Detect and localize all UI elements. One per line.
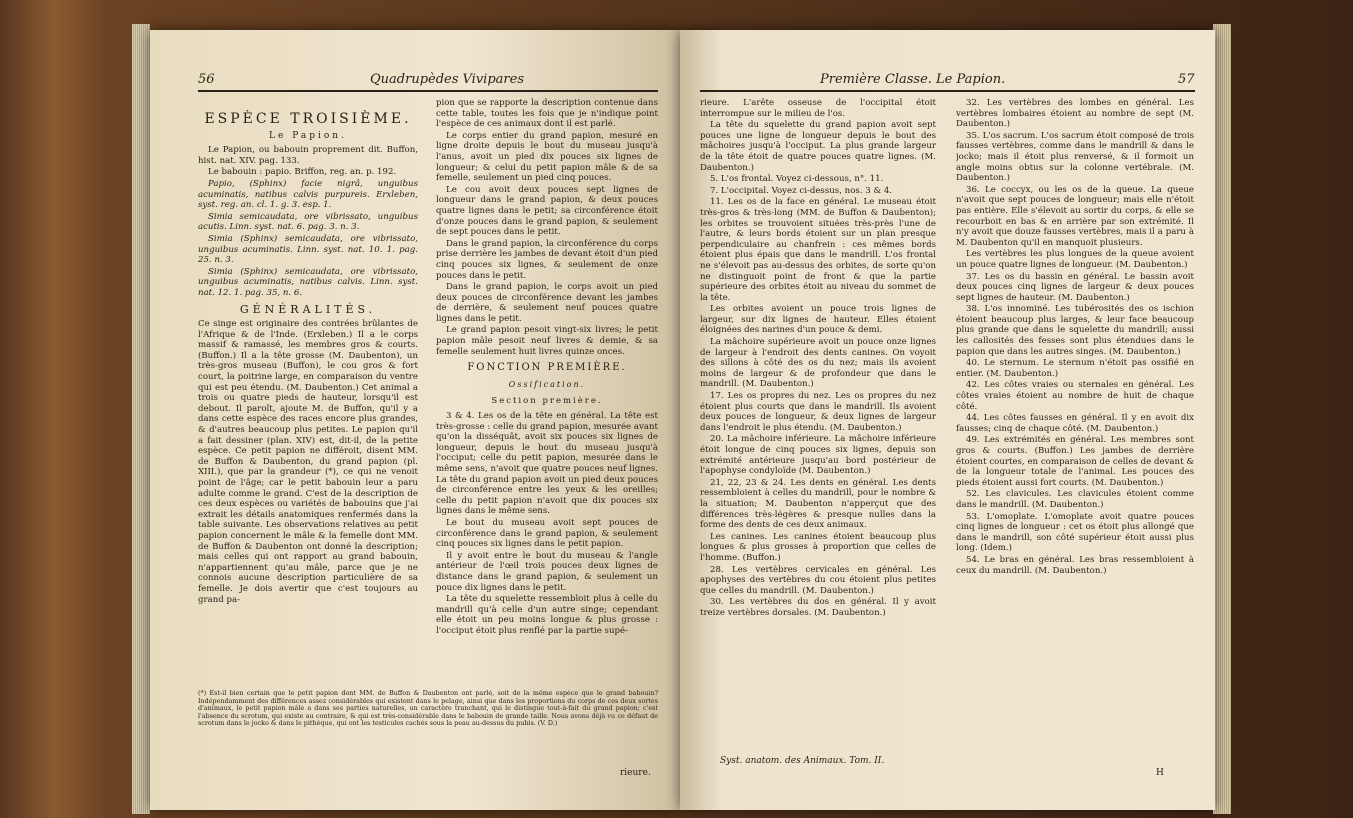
generalites-text: Ce singe est originaire des contrées brûlantes de l'Afrique & de l'Inde. (Erxleben.) Il a le corps massif & ramassé, les membres gros & courts. (Buffon.) Il a la tête grosse (M. Daubenton), un très-gros museau (Buffon), le cou gros & fort court, la poitrine large, en comparaison du ventre qui est peu étendu. (M. Daubenton.) Cet animal a trois ou quatre pieds de hauteur, lorsqu'il est debout. Il paroît, ajoute M. de Buffon, qu'il y a dans cette espèce des races encore plus grandes, & d'autres beaucoup plus petites. Le papion qu'il a fait dessiner (plan. XIV) est, dit-il, de la petite espèce. Ce petit papion ne différoit, disent MM. de Buffon & Daubenton, du grand papion (pl. XIII.), que par la grandeur (*), ce qui ne venoit point de l'âge; car le petit babouin leur a paru adulte comme le grand. C'est de la description de ces deux espèces ou variétés de babouins que j'ai extrait les détails anatomiques renfermés dans la table suivante. Les observations relatives au petit papion concernent le mâle & la femelle dont MM. de Buffon & Daubenton ont donné la description; mais celles qui ont rapport au grand babouin, n'appartiennent qu'au mâle, parce que je ne connois aucune description particulière de sa femelle. Je dois avertir que c'est toujours au grand pa- xyxy=(198,319,418,605)
left-column-2 xyxy=(436,98,658,678)
paragraph: Les orbites avoient un pouce trois lignes de largeur, sur dix lignes de hauteur. Elles étoient éloignées des narines d'un pouce & demi. xyxy=(700,304,936,336)
right-column-1 xyxy=(700,98,936,748)
left-page-number: 56 xyxy=(198,72,215,87)
paragraph: 5. L'os frontal. Voyez ci-dessous, n°. 11. xyxy=(710,174,884,185)
signature-letter: H xyxy=(1156,768,1164,778)
ossification-heading: Ossification. xyxy=(508,379,586,389)
species-subheading: Le Papion. xyxy=(269,130,347,141)
paragraph: 49. Les extrémités en général. Les membres sont gros & courts. (Buffon.) Les jambes de derrière étoient courtes, en comparaison de celles de devant & de la longueur totale de l'animal. Les pouces des pieds étoient aussi fort courts. (M. Daubenton.) xyxy=(956,435,1194,488)
paragraph: 21, 22, 23 & 24. Les dents en général. Les dents ressembloient à celles du mandrill, pour le nombre & la situation; M. Daubenton n'apperçut que des différences très-légères & presque nulles dans la forme des dents de ces deux animaux. xyxy=(700,477,936,531)
paragraph: 35. L'os sacrum. L'os sacrum étoit composé de trois fausses vertèbres, comme dans le mandrill & dans le jocko; mais il étoit plus renversé, & il formoit un angle moins obtus sur la colonne vertébrale. (M. Daubenton.) xyxy=(956,130,1194,184)
paragraph: Dans le grand papion, la circonférence du corps prise derrière les jambes de devant étoit d'un pied cinq pouces six lignes, & seulement de onze pouces dans le petit. xyxy=(436,238,658,281)
left-page-edges xyxy=(132,24,150,814)
synonym: Papio, (Sphinx) facie nigrâ, unguibus acuminatis, natibus calvis purpureis. Erxleben, syst. reg. an. cl. 1. g. 3. esp. 1. xyxy=(198,178,418,211)
synonym: Simia (Sphinx) semicaudata, ore vibrissato, unguibus acuminatis. Linn. syst. nat. 10. 1. pag. 25. n. 3. xyxy=(198,233,418,266)
paragraph: Le cou avoit deux pouces sept lignes de longueur dans le grand papion, & deux pouces quatre lignes dans le petit; sa circonférence étoit d'onze pouces dans le grand papion, & seulement de sept pouces dans le petit. xyxy=(436,184,658,238)
paragraph: 52. Les clavicules. Les clavicules étoient comme dans le mandrill. (M. Daubenton.) xyxy=(956,489,1194,510)
species-heading: ESPÈCE TROISIÈME. xyxy=(204,111,412,127)
synonym: Le Papion, ou babouin proprement dit. Buffon, hist. nat. XIV. pag. 133. xyxy=(198,145,418,166)
paragraph: 37. Les os du bassin en général. Le bassin avoit deux pouces cinq lignes de largeur & deux pouces sept lignes de hauteur. (M. Daubenton.) xyxy=(956,271,1194,303)
section-heading: Section première. xyxy=(491,396,603,407)
left-column-1 xyxy=(198,98,418,678)
generalites-heading: GÉNÉRALITÉS. xyxy=(239,302,377,316)
paragraph: 36. Le coccyx, ou les os de la queue. La queue n'avoit que sept pouces de longueur; mais elle n'étoit pas entière. Elle s'élevoit au sortir du corps, & elle se recourboit en bas & en arrière par son extrémité. Il n'y avoit que douze fausses vertèbres, mais il a paru à M. Daubenton qu'il en manquoit plusieurs. xyxy=(956,184,1194,248)
right-page xyxy=(680,30,1215,810)
paragraph: Le grand papion pesoit vingt-six livres; le petit papion mâle pesoit neuf livres & demie, & sa femelle seulement huit livres quinze onces. xyxy=(436,325,658,357)
paragraph: La tête du squelette du grand papion avoit sept pouces une ligne de longueur depuis le bout des mâchoires jusqu'à l'occiput. La plus grande largeur de la tête étoit de quatre pouces quatre lignes. (M. Daubenton.) xyxy=(700,120,936,173)
paragraph: Dans le grand papion, le corps avoit un pied deux pouces de circonférence devant les jambes de derrière, & seulement neuf pouces quatre lignes dans le petit. xyxy=(436,282,658,324)
paragraph: 30. Les vertèbres du dos en général. Il y avoit treize vertèbres dorsales. (M. Daubenton.) xyxy=(700,597,936,618)
paragraph: 53. L'omoplate. L'omoplate avoit quatre pouces cinq lignes de longueur : cet os étoit plus allongé que dans le mandrill, son côté supérieur étoit aussi plus long. (Idem.) xyxy=(956,511,1194,554)
paragraph: 20. La mâchoire inférieure. La mâchoire inférieure étoit longue de cinq pouces six lignes, depuis son extrémité antérieure jusqu'au bord postérieur de l'apophyse condyloïde (M. Daubenton.) xyxy=(700,434,936,477)
synonym: Simia (Sphinx) semicaudata, ore vibrissato, unguibus acuminatis, natibus calvis. Linn. syst. nat. 12. 1. pag. 35, n. 6. xyxy=(198,266,418,298)
paragraph: Le bout du museau avoit sept pouces de circonférence dans le grand papion, & seulement cinq pouces six lignes dans le petit papion. xyxy=(436,517,658,550)
paragraph: 3 & 4. Les os de la tête en général. La tête est très-grosse : celle du grand papion, mesurée avant qu'on la disséquât, avoit six pouces six lignes de longueur, depuis le bout du museau jusqu'à l'occiput; celle du petit papion, mesurée dans le même sens, n'avoit que quatre pouces neuf lignes. La tête du grand papion avoit un pied deux pouces de circonférence entre les yeux & les oreilles; celle du petit papion n'avoit que dix pouces six lignes dans le même sens. xyxy=(436,411,658,517)
left-running-head: Quadrupèdes Vivipares xyxy=(370,72,524,87)
paragraph: 17. Les os propres du nez. Les os propres du nez étoient plus courts que dans le mandrill. Ils avoient deux pouces de longueur, & deux lignes de largeur dans l'endroit le plus étendu. (M. Daubenton.) xyxy=(700,391,936,433)
paragraph: Il y avoit entre le bout du museau & l'angle antérieur de l'œil trois pouces deux lignes de distance dans le grand papion, & seulement un pouce dix lignes dans le petit. xyxy=(436,550,658,593)
footnote: (*) Est-il bien certain que le petit papion dont MM. de Buffon & Daubenton ont parlé, soit de la même espèce que le grand babouin? Indépendamment des différences assez considérables qui existent dans le pelage, ainsi que dans les proportions du corps de ces deux sortes d'animaux, le petit papion mâle a dans ses parties naturelles, un caractère tranchant, qui le distingue tout-à-fait du grand papion; c'est l'absence du scrotum, qui existe au contraire, & qui est très-considérable dans le babouin de grande taille. Nous avons déjà vu ce défaut de scrotum dans le jocko & dans le pithèque, qui ont les testicules cachés sous la peau au-dessus du pubis. (V. D.) xyxy=(198,690,658,728)
paragraph: pion que se rapporte la description contenue dans cette table, toutes les fois que je n'indique point l'espèce de ces animaux dont il est parlé. xyxy=(436,98,658,130)
right-head-rule xyxy=(700,90,1195,92)
paragraph: 42. Les côtes vraies ou sternales en général. Les côtes vraies étoient au nombre de huit de chaque côté. xyxy=(956,380,1194,412)
left-page xyxy=(150,30,680,810)
paragraph: 38. L'os innominé. Les tubérosités des os ischion étoient beaucoup plus larges, & leur face beaucoup plus grande que dans le squelette du mandrill; aussi les callosités des fesses sont plus étendues dans le papion que dans les autres singes. (M. Daubenton.) xyxy=(956,304,1194,357)
left-head-rule xyxy=(198,90,658,92)
right-page-edges xyxy=(1213,24,1231,814)
paragraph: Les vertèbres les plus longues de la queue avoient un pouce quatre lignes de longueur. (M. Daubenton.) xyxy=(956,249,1194,270)
paragraph: 32. Les vertèbres des lombes en général. Les vertèbres lombaires étoient au nombre de sept (M. Daubenton.) xyxy=(956,98,1194,130)
catchword: rieure. xyxy=(620,768,651,778)
right-running-head: Première Classe. Le Papion. xyxy=(820,72,1006,87)
fonction-heading: FONCTION PREMIÈRE. xyxy=(467,362,627,374)
paragraph: 28. Les vertèbres cervicales en général. Les apophyses des vertèbres du cou étoient plus petites que celles du mandrill. (M. Daubenton.) xyxy=(700,564,936,596)
synonym: Le babouin : papio. Briffon, reg. an. p. 192. xyxy=(208,167,397,178)
paragraph: La tête du squelette ressembloit plus à celle du mandrill qu'à celle d'un autre singe; cependant elle étoit un peu moins longue & plus grosse : l'occiput étoit plus renflé par la partie supé- xyxy=(436,594,658,636)
paragraph: 44. Les côtes fausses en général. Il y en avoit dix fausses; cinq de chaque côté. (M. Daubenton.) xyxy=(956,413,1194,434)
right-column-2 xyxy=(956,98,1194,758)
paragraph: Les canines. Les canines étoient beaucoup plus longues & plus grosses à proportion que celles de l'homme. (Buffon.) xyxy=(700,531,936,563)
paragraph: Le corps entier du grand papion, mesuré en ligne droite depuis le bout du museau jusqu'à l'anus, avoit un pied dix pouces six lignes de longueur; & celui du petit papion mâle & de sa femelle, seulement un pied cinq pouces. xyxy=(436,130,658,184)
paragraph: rieure. L'arête osseuse de l'occipital étoit interrompue sur le milieu de l'os. xyxy=(700,98,936,119)
paragraph: La mâchoire supérieure avoit un pouce onze lignes de largeur à l'endroit des dents canines. On voyoit des sillons à côté des os du nez; mais ils avoient moins de largeur & de profondeur que dans le mandrill. (M. Daubenton.) xyxy=(700,337,936,390)
paragraph: 11. Les os de la face en général. Le museau étoit très-gros & très-long (MM. de Buffon & Daubenton); les orbites se trouvoient situées très-près l'une de l'autre, & leurs bords étoient sur un plan presque perpendiculaire au chanfrein : ces mêmes bords étoient plus épais que dans le mandrill. L'os frontal ne s'élevoit pas au-dessus des orbites, de sorte qu'on ne distinguoit point de front & que la partie supérieure des orbites étoit au niveau du sommet de la tête. xyxy=(700,197,936,303)
signature-line: Syst. anatom. des Animaux. Tom. II. xyxy=(720,756,885,766)
synonym: Simia semicaudata, ore vibrissato, unguibus acutis. Linn. syst. nat. 6. pag. 3. n. 3. xyxy=(198,211,418,233)
paragraph: 40. Le sternum. Le sternum n'étoit pas ossifié en entier. (M. Daubenton.) xyxy=(956,358,1194,379)
right-page-number: 57 xyxy=(1178,72,1195,87)
paragraph: 54. Le bras en général. Les bras ressembloient à ceux du mandrill. (M. Daubenton.) xyxy=(956,554,1194,576)
paragraph: 7. L'occipital. Voyez ci-dessus, nos. 3 & 4. xyxy=(710,185,893,196)
